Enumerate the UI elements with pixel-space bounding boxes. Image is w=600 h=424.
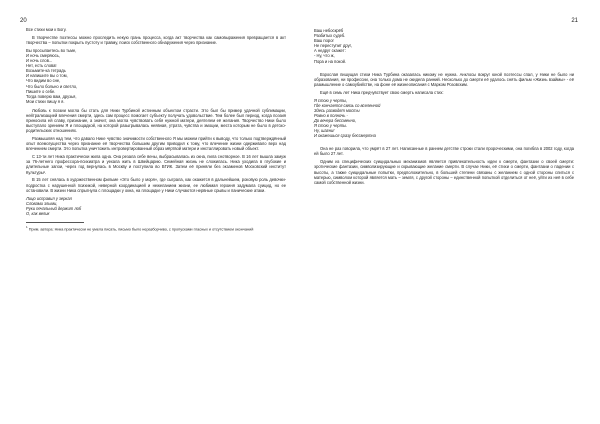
poem-line: Лицо исправил у зеркал	[26, 195, 72, 201]
poem-line: Ваш порог	[314, 38, 334, 44]
poem-line: Пора и на покой.	[314, 58, 347, 64]
poem-line: И окажешься сразу бессмертна	[314, 133, 376, 139]
poem	[26, 196, 286, 216]
poem	[314, 28, 574, 64]
poem-line: Мои стихи пишу я я.	[26, 98, 65, 104]
page-number-left: 20	[20, 18, 27, 24]
poem-line: Ровно в полночь -	[314, 112, 348, 118]
intro-line: Все стихи мои к Богу.	[26, 27, 67, 32]
paragraph: Размышляя над тем, что давало Нике чувство значимости собственного Я мы можем прийти к выводу, что только подтверждённый опыт всемогущества через признание её творчества большим другим приводил к тому, что влечение жизни одерживало верх над влечением смерти. Это попытка уничтожить интровертированный образ мёртвой матери и инсталлировать новый объект.	[26, 136, 286, 152]
poem-line: Вы просыпаетесь во тьме,	[26, 47, 77, 53]
poem-line: До вечера бессменно,	[314, 118, 357, 123]
poem-line: Нет, есть слова!	[26, 63, 57, 69]
paragraph: В творчестве поэтессы можно проследить некую грань процесса, когда акт творчества как самовыражения превращается в акт творчества – попытки покрыть пустоту и травму, поиск собственного обнаружения через признание.	[26, 34, 286, 45]
poem-line: Где кончается связь со вселенной	[314, 102, 381, 108]
poem-line: Словами злыми,	[26, 200, 58, 206]
right-page	[300, 0, 600, 424]
footnote-rule	[26, 222, 84, 223]
poem-line: Не переступит друг,	[314, 43, 352, 49]
footnote-marker: 1	[26, 224, 28, 229]
paragraph: В 15 лет снялась в художественном фильме «Это было у моря», где сыграла, как окажется в дальнейшем, роковую роль девочки-подростка с нарушенной психикой, неверной координацией и нежеланием жизни, ее любимая героиня задумала суицид, но ее остановили. В жизни Ника спрыгнула с площадки у окна, на площадке у Ники случаются нервные срывы и панические атаки.	[26, 177, 286, 193]
poem-line: Руки печальный держит лоб	[26, 205, 82, 211]
paragraph: С 13-ти лет Ника практически жила одна. Она резала себе вены, выбрасывалась из окна, пила снотворное. В 16 лет вышла замуж за 76-летнего профессора-психиатра и уехала жить в Швейцарию. Семейная жизнь не сложилась. Ника уходила в глубокие и длительные запои, через год вернулась в Москву и поступила во ВГИК. Затем её приняли без экзаменов Московский институт Культуры¹.	[26, 154, 286, 175]
poem-line: - Ну, что ж,	[314, 53, 335, 59]
poem-line: Что было больно и светло,	[26, 83, 78, 89]
poem-line: Я стою у черты.	[314, 123, 348, 129]
page-number-right: 21	[571, 18, 578, 24]
paragraph: Любовь к поэзии могла бы стать для Ники Турбиной истинным объектом страсти. Это был бы пример удачной сублимации, нейтрализацией влечения смерти, здесь сам процесс помогает субъекту получать удовольствие. Тем более был период, когда поэзия приносила ей славу, признание, а значит, она могла чувствовать себя нужной матери, деятелем её желания. Творчество Ники было выступало зрением Я и площадкой, на которой разыгрывалась неявная, утрата, чувства и эмоции, места которым не было в детско-родительских отношениях.	[26, 107, 286, 134]
poem-line: Разбитых судеб.	[314, 33, 346, 39]
poem-line: Что видим во сне,	[26, 78, 61, 84]
poem-line: А недруг скажет:	[314, 48, 346, 54]
poem-intro: Ещё в семь лет Ника предчувствует свою смерть написала стих:	[320, 89, 444, 95]
footnote-text: Прим. автора: Ника практически не умела писать, письмо было неразборчиво, с пропусками гласных и отсутствием окончаний	[28, 227, 254, 232]
poem-line: Тогда поверю вам, друзья,	[26, 93, 77, 99]
poem-line: Здесь разводят мосты	[314, 107, 360, 113]
poem	[26, 48, 286, 104]
poem-line: И напишите вы о том,	[26, 73, 68, 79]
poem	[314, 98, 574, 139]
paragraph: Она не раз говорила, что умрёт в 27 лет. Написанные в раннем детстве строки стали пророческими, она погибла в 2002 году, когда ей было 27 лет.	[314, 146, 574, 157]
paragraph: Одним из специфических суицидальных механизмов является привлекательность идеи к смерти, фантазии о своей смерти: эротические фантазии, символизирующие и скрывающие желание смерти. В случае Ники, её стихи о смерти, фантазии о падении с высоты, а также суицидальные попытки, предположительно, в большей степени связаны с желанием с одной стороны слиться с матерью, символом которой является мать – земля, с другой стороны – единственной попыткой отделиться от неё, уйти из неё в себе самой собственной жизни.	[314, 159, 574, 185]
poem-line: И ночь смеряюсь,	[26, 52, 60, 58]
paragraph: Взрослая пишущая стихи Ника Турбина оказалась никому не нужна. Анклосы вокруг юной поэтессы спал, у Ники не было ни образования, ни профессии, она только дома не окидела ранний. Несколько до смерти её удалось снять фильм «Жизнь взаймы» - её размышление о самоубийстве, на фоне её жизнеописания с Марком Розовским.	[314, 71, 574, 87]
poem-line: Я стою у черты,	[314, 97, 348, 103]
poem-line: И ночь слов...	[26, 58, 53, 64]
poem-line: Ваш небоскрёб	[314, 28, 344, 33]
poem-line: Пишите о себе.	[26, 88, 56, 94]
poem-line: О, как велик	[26, 210, 50, 216]
poem-line: Ну, шагни!	[314, 128, 335, 134]
footnote	[26, 225, 286, 232]
poem-line: Возьмите-ка тетрадь	[26, 68, 66, 74]
